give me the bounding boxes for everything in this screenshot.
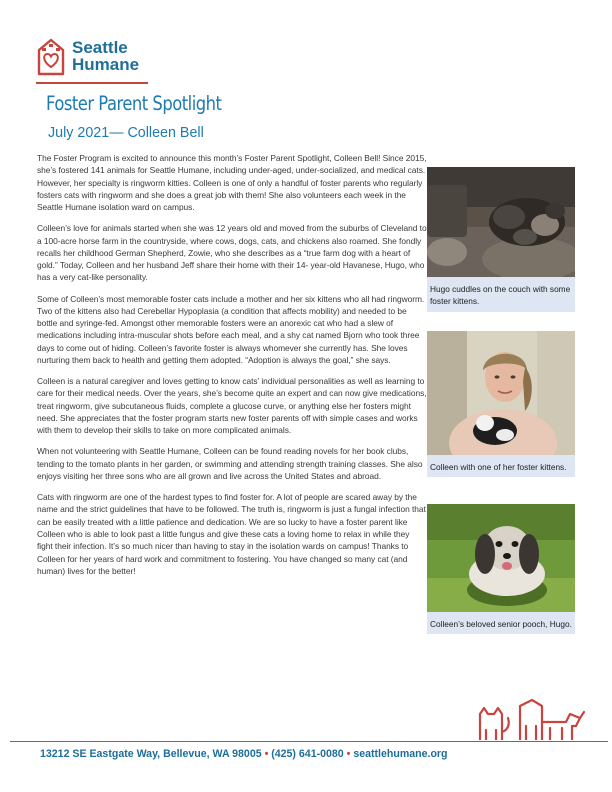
photo-card-colleen <box>427 331 575 477</box>
footer-contact <box>40 748 448 760</box>
photo-caption: Colleen’s beloved senior pooch, Hugo. <box>430 619 572 629</box>
logo-wordmark <box>72 39 139 73</box>
footer-divider <box>10 741 608 742</box>
paragraph: Cats with ringworm are one of the hardest types to find foster for. A lot of people are scared away by the name and the strict guidelines that have to be followed. The truth is, ringworm is just a fungal infection that can be easily treated with a little patience and dedication. We are so lucky to have a foster parent like Colleen who is able to look past a little fungus and give these cats a loving home to relax in while they fight their infection. It’s so much nicer than having to stay in the isolation wards on campus! Thanks to Colleen for her years of hard work and commitment to fostering. You have changed so many cat (and human) lives for the better! <box>37 492 426 576</box>
house-heart-icon <box>36 37 66 77</box>
page-title: Foster Parent Spotlight <box>46 92 222 115</box>
paragraph: Colleen is a natural caregiver and loves getting to know cats’ individual personalities as well as learning to care for their medical needs. Over the years, she’s become quite an expert and can now give medications, treat ringworm, give subcutaneous fluids, complete a glucose curve, or anything else her fosters might need. She appreciates that the foster program starts new foster parents off with simple cases and works with them to develop their skills to take on more complicated animals. <box>37 376 427 436</box>
photo-caption: Colleen with one of her foster kittens. <box>430 462 567 472</box>
paragraph: The Foster Program is excited to announce this month’s Foster Parent Spotlight, Colleen Bell! Since 2015, she’s fostered 141 animals for Seattle Humane, including under-aged, under-socialized, and medical cats. However, her specialty is ringworm kitties. Colleen is one of only a handful of foster parents who regularly fosters cats with ringworm and she does a great job with them! She also volunteers each week in the Seattle Humane isolation ward on campus. <box>37 153 427 213</box>
logo-underline <box>36 82 148 84</box>
hugo-dog-photo <box>427 504 575 612</box>
photo-card-hugo <box>427 504 575 634</box>
footer-phone: (425) 641-0080 <box>271 748 344 760</box>
paragraph: Colleen’s love for animals started when she was 12 years old and moved from the suburbs of Cleveland to a 100-acre horse farm in the countryside, where cows, dogs, cats, and chickens also roamed. She fondly recalls her childhood German Shepherd, Zowie, who she describes as a “true farm dog with a heart of gold.” Today, Colleen and her husband Jeff share their home with their 14- year-old Havanese, Hugo, who has a very cat-like personality. <box>37 223 427 283</box>
photo-caption: Hugo cuddles on the couch with some foster kittens. <box>430 284 571 307</box>
seattle-humane-logo <box>36 37 139 77</box>
page-subtitle: July 2021— Colleen Bell <box>48 125 204 141</box>
logo-line-2: Humane <box>72 55 140 74</box>
paragraph: When not volunteering with Seattle Humane, Colleen can be found reading novels for her book clubs, tending to the tomato plants in her garden, or swimming and attending strength training classes. She also enjoys visiting her three sons who are all grown and live across the United States and abroad. <box>37 446 423 482</box>
article-body <box>37 152 427 586</box>
photo-card-couch <box>427 167 575 312</box>
footer-separator: • <box>346 748 351 760</box>
footer-website-link[interactable]: seattlehumane.org <box>353 748 448 760</box>
logo-line-1: Seattle <box>72 38 128 57</box>
paragraph: Some of Colleen’s most memorable foster cats include a mother and her six kittens who all had ringworm. Two of the kittens also had Cerebellar Hypoplasia (a condition that affects mobility) and needed to be bottle and syringe-fed. Amongst other memorable fosters were an anorexic cat who had a slew of medications including intra-muscular shots before each meal, and a shy cat named Bjorn who took three days to come out of hiding. Colleen’s favorite foster is always whomever she currently has. She loves nurturing them back to health and getting them adopted. “Adoption is always the goal,” she says. <box>37 293 425 366</box>
footer-address: 13212 SE Eastgate Way, Bellevue, WA 98005 <box>40 748 262 760</box>
footer-separator: • <box>264 748 269 760</box>
colleen-portrait-photo <box>427 331 575 455</box>
couch-kittens-photo <box>427 167 575 277</box>
pets-outline-icon <box>476 692 586 740</box>
